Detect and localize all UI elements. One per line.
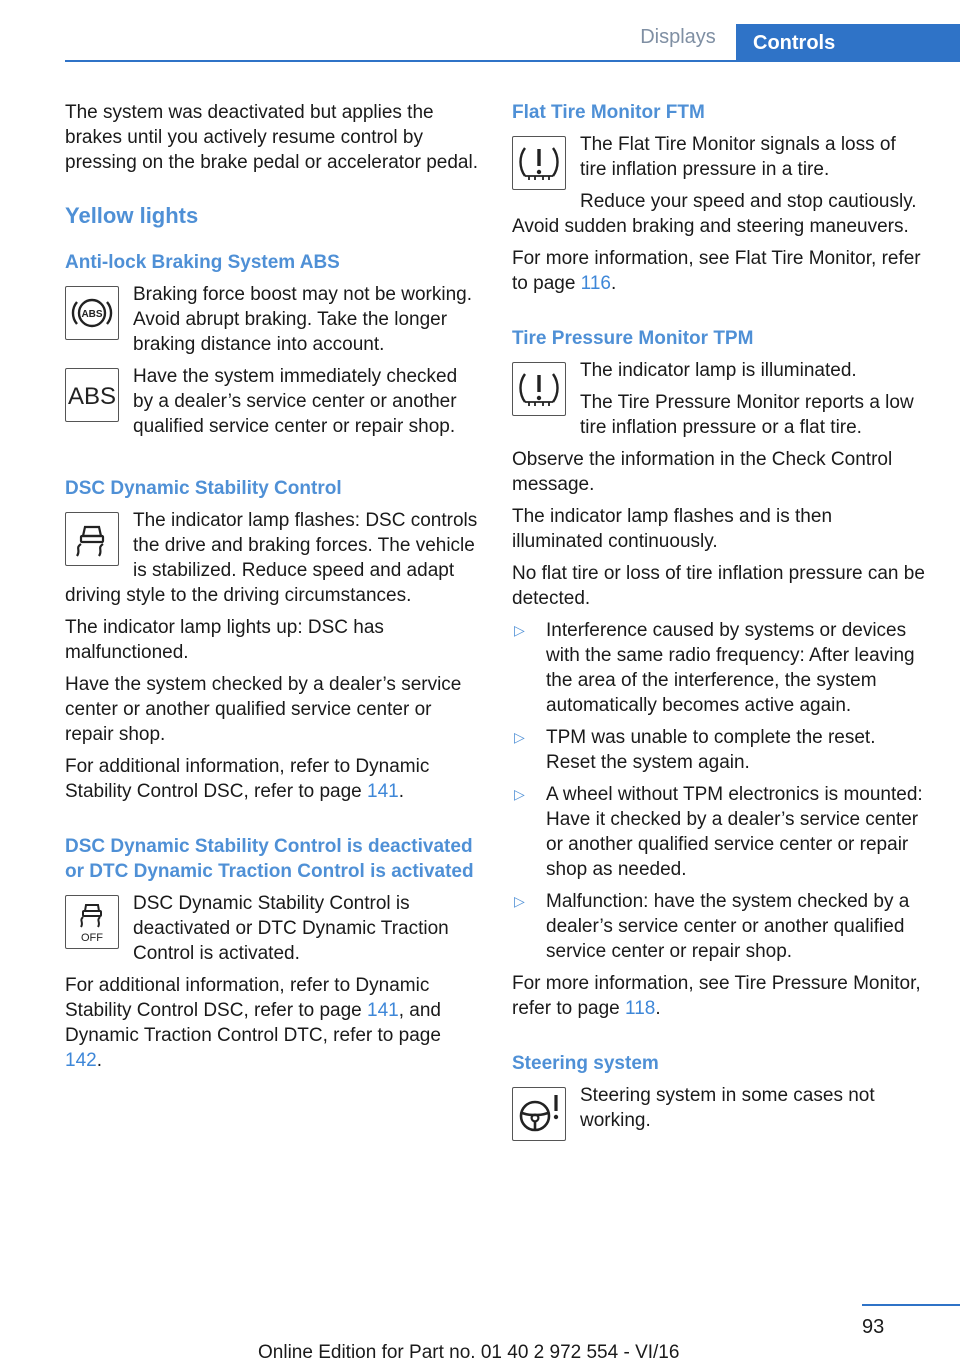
dsc-off-section — [65, 891, 480, 973]
tpm-section — [512, 358, 927, 447]
dsc-off-heading: DSC Dynamic Stability Control is deactivated or DTC Dynamic Traction Control is activated — [65, 836, 474, 882]
steering-heading: Steering system — [512, 1053, 659, 1074]
page-link-141[interactable]: 141 — [367, 781, 399, 802]
dsc-paragraph-2: The indicator lamp lights up: DSC has malfunctioned. — [65, 617, 384, 663]
dsc-off-paragraph-2: For additional information, refer to Dynamic Stability Control DSC, refer to page 141, and Dynamic Traction Control DTC, refer to page 142. — [65, 975, 441, 1071]
tire-warning-icon — [512, 136, 566, 190]
list-item: ▷ TPM was unable to complete the reset. Reset the system again. — [514, 727, 876, 773]
dsc-skid-car-icon — [65, 512, 119, 566]
tpm-paragraph-5: No flat tire or loss of tire inflation pressure can be detected. — [512, 563, 925, 609]
list-item: ▷ A wheel without TPM electronics is mounted: Have it checked by a dealer’s service center or another qualified service center or repair shop as needed. — [514, 784, 923, 880]
dsc-paragraph-1: The indicator lamp flashes: DSC controls the drive and braking forces. The vehicle is stabilized. Reduce speed and adapt driving style to the driving circumstances. — [65, 510, 478, 606]
dsc-off-paragraph-1: DSC Dynamic Stability Control is deactivated or DTC Dynamic Traction Control is activated. — [133, 893, 449, 964]
svg-text:ABS: ABS — [81, 309, 103, 320]
svg-text:OFF: OFF — [81, 932, 103, 944]
list-item: ▷ Interference caused by systems or devices with the same radio frequency: After leaving the area of the interference, the system automatically becomes active again. — [514, 620, 915, 716]
tpm-paragraph-1: The indicator lamp is illuminated. — [580, 360, 857, 381]
list-item: ▷ Malfunction: have the system checked by a dealer’s service center or another qualified service center or repair shop. — [514, 891, 910, 962]
tpm-paragraph-4: The indicator lamp flashes and is then illuminated continuously. — [512, 506, 833, 552]
abs-section — [65, 282, 480, 446]
right-column — [512, 100, 927, 1149]
page-link-116[interactable]: 116 — [580, 273, 611, 294]
intro-paragraph: The system was deactivated but applies the brakes until you actively resume control by pressing on the brake pedal or accelerator pedal. — [65, 102, 478, 173]
abs-paragraph-2: Have the system immediately checked by a dealer’s service center or another qualified service center or repair shop. — [133, 366, 458, 437]
dsc-paragraph-3: Have the system checked by a dealer’s service center or another qualified service center or repair shop. — [65, 674, 462, 745]
yellow-lights-heading: Yellow lights — [65, 203, 199, 228]
bullet-triangle-icon: ▷ — [514, 622, 525, 638]
ftm-paragraph-3: For more information, see Flat Tire Monitor, refer to page 116. — [512, 248, 921, 294]
edition-footer: Online Edition for Part no. 01 40 2 972 554 - VI/16 — [258, 1342, 680, 1363]
tab-displays[interactable]: Displays — [640, 26, 716, 48]
tpm-paragraph-3: Observe the information in the Check Control message. — [512, 449, 893, 495]
left-column — [65, 100, 480, 1080]
tpm-paragraph-2: The Tire Pressure Monitor reports a low tire inflation pressure or a flat tire. — [580, 392, 914, 438]
steering-paragraph-1: Steering system in some cases not working. — [580, 1085, 875, 1131]
page-link-142[interactable]: 142 — [65, 1050, 97, 1071]
tpm-paragraph-6: For more information, see Tire Pressure Monitor, refer to page 118. — [512, 973, 921, 1019]
svg-text:ABS: ABS — [67, 383, 117, 410]
dsc-off-icon — [65, 895, 119, 949]
steering-section — [512, 1083, 927, 1149]
tpm-heading: Tire Pressure Monitor TPM — [512, 328, 754, 349]
tpm-bullet-list — [512, 618, 927, 964]
abs-heading: Anti-lock Braking System ABS — [65, 252, 340, 273]
abs-paragraph-1: Braking force boost may not be working. Avoid abrupt braking. Take the longer braking distance into account. — [133, 284, 473, 355]
tab-controls[interactable] — [736, 24, 960, 62]
dsc-section — [65, 508, 480, 615]
bullet-triangle-icon: ▷ — [514, 893, 525, 909]
bullet-triangle-icon: ▷ — [514, 786, 525, 802]
tire-pressure-warning-icon — [512, 362, 566, 416]
page-link-141[interactable]: 141 — [367, 1000, 399, 1021]
ftm-heading: Flat Tire Monitor FTM — [512, 102, 705, 123]
footer-rule — [862, 1304, 960, 1306]
page-link-118[interactable]: 118 — [625, 998, 656, 1019]
ftm-section — [512, 132, 927, 246]
dsc-paragraph-4: For additional information, refer to Dynamic Stability Control DSC, refer to page 141. — [65, 756, 430, 802]
abs-text-icon — [65, 368, 119, 422]
ftm-paragraph-2: Reduce your speed and stop cautiously. Avoid sudden braking and steering maneuvers. — [512, 191, 917, 237]
page-header — [0, 0, 960, 62]
steering-wheel-warning-icon — [512, 1087, 566, 1141]
header-rule — [65, 60, 960, 62]
bullet-triangle-icon: ▷ — [514, 729, 525, 745]
tab-controls-label: Controls — [753, 32, 836, 54]
ftm-paragraph-1: The Flat Tire Monitor signals a loss of tire inflation pressure in a tire. — [580, 134, 896, 180]
page-number: 93 — [862, 1316, 885, 1338]
abs-circle-icon — [65, 286, 119, 340]
dsc-heading: DSC Dynamic Stability Control — [65, 478, 342, 499]
